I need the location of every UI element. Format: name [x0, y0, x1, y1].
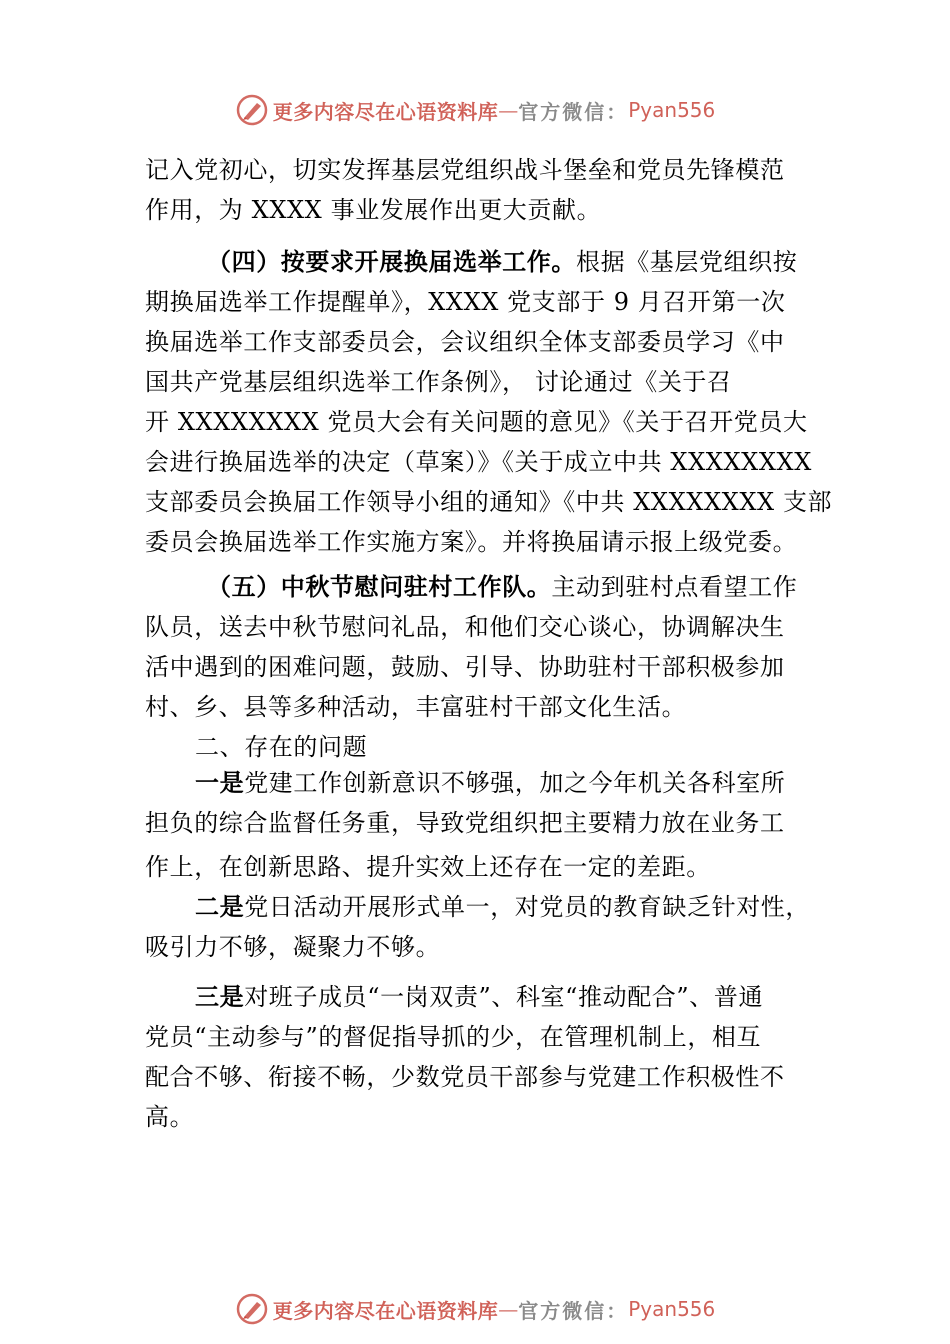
lead-label: 一是 — [195, 769, 245, 797]
text-run: 党日活动开展形式单一，对党员的教育缺乏针对性， — [244, 893, 811, 921]
pen-logo-icon — [235, 1292, 269, 1326]
text-line: 国共产党基层组织选举工作条例》， 讨论通过《关于召 — [145, 368, 732, 396]
watermark-dash: — — [498, 98, 519, 122]
paragraph-first-line — [145, 567, 809, 607]
paragraph-first-line — [145, 763, 809, 803]
text-line: 支部委员会换届工作领导小组的通知》《中共 XXXXXXXX 支部 — [145, 488, 833, 516]
section-title: 二、存在的问题 — [195, 733, 368, 761]
section-heading: （四）按要求开展换届选举工作。 — [207, 248, 576, 276]
text-line: 担负的综合监督任务重，导致党组织把主要精力放在业务工 — [145, 809, 785, 837]
text-line: 作上，在创新思路、提升实效上还存在一定的差距。 — [145, 853, 711, 881]
paragraph-first-line — [145, 977, 809, 1017]
lead-label: 三是 — [195, 983, 245, 1011]
text-line: 高。 — [145, 1103, 195, 1131]
text-line: 吸引力不够，凝聚力不够。 — [145, 933, 441, 961]
section-heading: （五）中秋节慰问驻村工作队。 — [207, 573, 552, 601]
text-line: 委员会换届选举工作实施方案》。并将换届请示报上级党委。 — [145, 528, 798, 556]
text-line: 活中遇到的困难问题，鼓励、引导、协助驻村干部积极参加 — [145, 653, 785, 681]
text-line: 换届选举工作支部委员会，会议组织全体支部委员学习《中 — [145, 328, 785, 356]
text-line: 党员“主动参与”的督促指导抓的少，在管理机制上，相互 — [145, 1023, 762, 1051]
watermark-dash: — — [498, 1297, 519, 1321]
watermark-site-text: 更多内容尽在心语资料库 — [272, 99, 499, 124]
watermark-site-text: 更多内容尽在心语资料库 — [272, 1298, 499, 1323]
watermark-wechat-label: 官方微信： — [518, 1298, 629, 1323]
watermark-wechat-id: Pyan556 — [628, 1297, 716, 1321]
text-line: 配合不够、衔接不畅，少数党员干部参与党建工作积极性不 — [145, 1063, 785, 1091]
text-run: 根据《基层党组织按 — [576, 248, 798, 276]
watermark-wechat-id: Pyan556 — [628, 98, 716, 122]
paragraph-first-line — [145, 887, 809, 927]
text-line: 记入党初心，切实发挥基层党组织战斗堡垒和党员先锋模范 — [145, 156, 785, 184]
text-run: 党建工作创新意识不够强，加之今年机关各科室所 — [244, 769, 786, 797]
header-watermark — [0, 88, 950, 132]
text-run: 作用，为 XXXX 事业发展作出更大贡献。 — [145, 196, 602, 224]
text-line: 队员，送去中秋节慰问礼品，和他们交心谈心，协调解决生 — [145, 613, 785, 641]
document-body — [145, 150, 833, 1137]
text-line: 村、乡、县等多种活动，丰富驻村干部文化生活。 — [145, 693, 687, 721]
footer-watermark — [0, 1287, 950, 1331]
text-run: 主动到驻村点看望工作 — [551, 573, 798, 601]
text-run: 对班子成员“一岗双责”、科室“推动配合”、普通 — [244, 983, 764, 1011]
lead-label: 二是 — [195, 893, 245, 921]
paragraph-first-line — [145, 242, 809, 282]
text-line — [145, 190, 809, 230]
text-line: 期换届选举工作提醒单》，XXXX 党支部于 9 月召开第一次 — [145, 288, 786, 316]
text-line: 开 XXXXXXXX 党员大会有关问题的意见》《关于召开党员大 — [145, 408, 808, 436]
pen-logo-icon — [235, 93, 269, 127]
watermark-wechat-label: 官方微信： — [518, 99, 629, 124]
text-line: 会进行换届选举的决定（草案）》《关于成立中共 XXXXXXXX — [145, 448, 812, 476]
